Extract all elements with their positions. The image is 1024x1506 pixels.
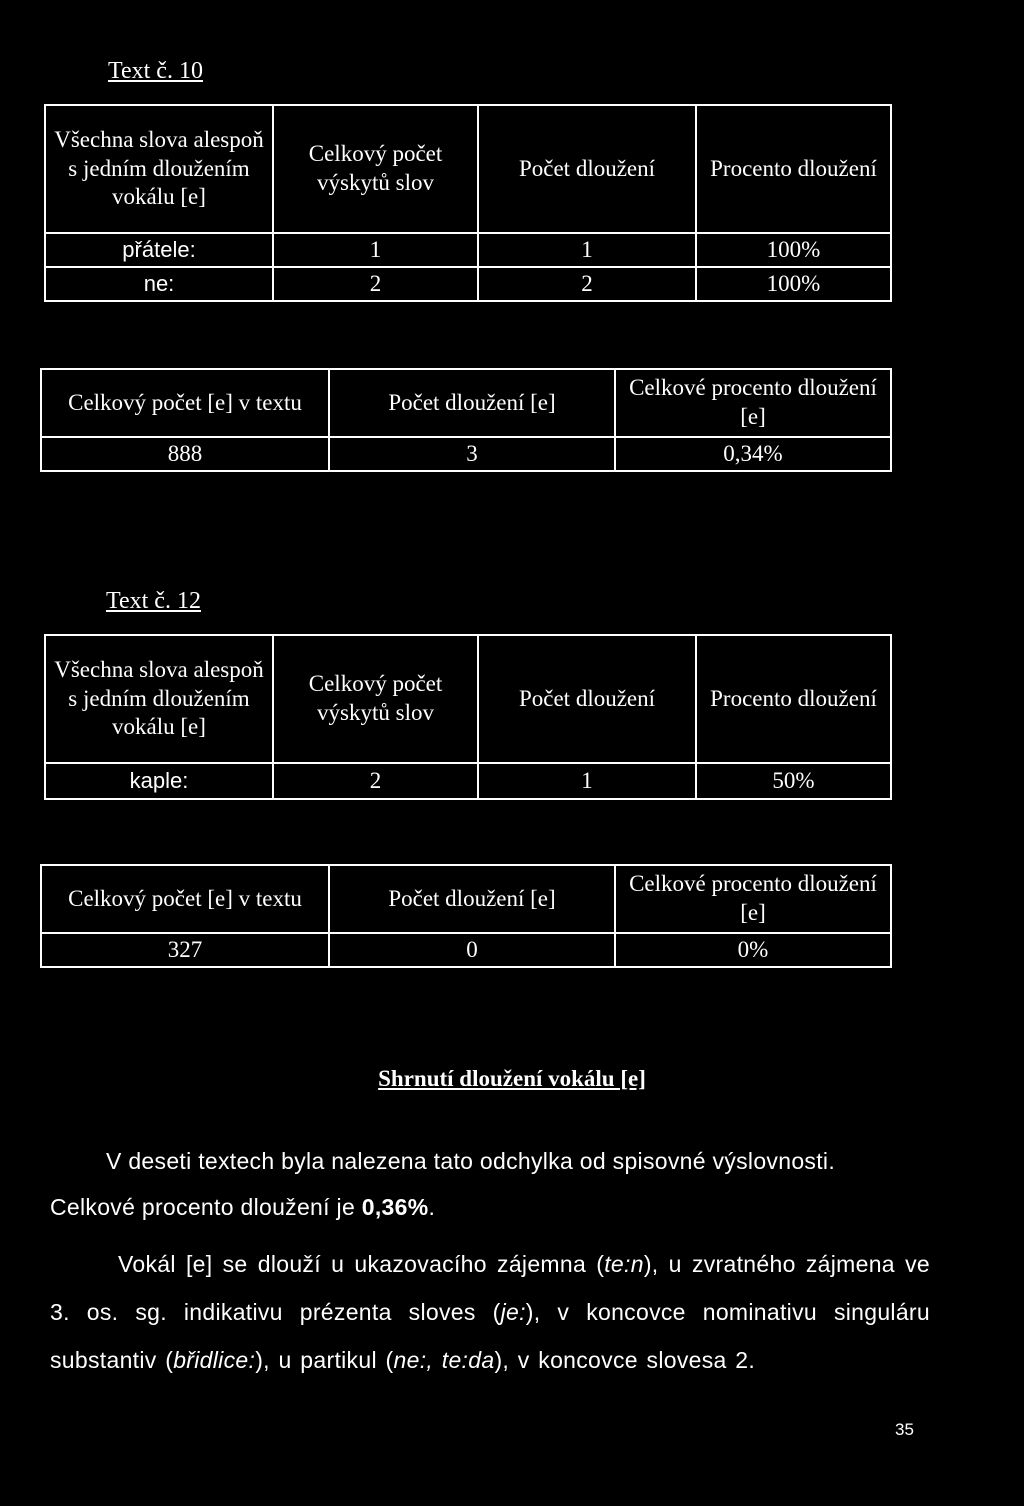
col-header-lengthened: Počet dloužení bbox=[478, 105, 696, 233]
word-cell: ne: bbox=[45, 267, 273, 301]
col-header-lengthened-e: Počet dloužení [e] bbox=[329, 369, 615, 437]
percent-cell: 100% bbox=[696, 267, 891, 301]
para-part: ), u zvratného zájmena ve 3. os. sg. indikativu prézenta sloves ( bbox=[50, 1251, 930, 1325]
summary-line-2-value: 0,36% bbox=[361, 1194, 429, 1220]
page-number: 35 bbox=[895, 1420, 914, 1439]
para-part-italic: břidlice: bbox=[173, 1347, 256, 1373]
lengthened-cell: 3 bbox=[329, 437, 615, 471]
para-part: ), v koncovce nominativu singuláru substantiv ( bbox=[50, 1299, 930, 1373]
col-header-percent: Procento dloužení bbox=[696, 635, 891, 763]
count-cell: 2 bbox=[273, 267, 478, 301]
total-table-text-12 bbox=[40, 864, 892, 968]
section-heading-text-10: Text č. 10 bbox=[108, 58, 203, 84]
col-header-total-e: Celkový počet [e] v textu bbox=[41, 865, 329, 933]
percent-cell: 0% bbox=[615, 933, 891, 967]
para-part: ), v koncovce slovesa 2. bbox=[494, 1347, 756, 1373]
percent-cell: 100% bbox=[696, 233, 891, 267]
total-cell: 327 bbox=[41, 933, 329, 967]
para-part-italic: te:n bbox=[604, 1251, 644, 1277]
para-part: Vokál [e] se dlouží u ukazovacího zájemna ( bbox=[118, 1251, 605, 1277]
count-cell: 2 bbox=[273, 763, 478, 799]
total-cell: 888 bbox=[41, 437, 329, 471]
col-header-total-e: Celkový počet [e] v textu bbox=[41, 369, 329, 437]
words-table-text-12 bbox=[44, 634, 892, 800]
col-header-total: Celkový počet výskytů slov bbox=[273, 105, 478, 233]
table-row bbox=[41, 933, 891, 967]
lengthened-cell: 0 bbox=[329, 933, 615, 967]
para-part-italic: ne:, te:da bbox=[393, 1347, 495, 1373]
col-header-words: Všechna slova alespoň s jedním dloužením vokálu [e] bbox=[45, 105, 273, 233]
para-part: ), u partikul ( bbox=[255, 1347, 394, 1373]
table-row bbox=[45, 233, 891, 267]
col-header-lengthened-e: Počet dloužení [e] bbox=[329, 865, 615, 933]
summary-line-2-suffix: . bbox=[428, 1194, 436, 1220]
summary-title: Shrnutí dloužení vokálu [e] bbox=[378, 1066, 646, 1091]
summary-line-2 bbox=[50, 1194, 930, 1221]
table-row bbox=[41, 437, 891, 471]
summary-paragraph bbox=[50, 1240, 930, 1384]
lengthened-cell: 2 bbox=[478, 267, 696, 301]
word-cell: kaple: bbox=[45, 763, 273, 799]
col-header-total-percent-e: Celkové procento dloužení [e] bbox=[615, 369, 891, 437]
word-cell: přátele: bbox=[45, 233, 273, 267]
lengthened-cell: 1 bbox=[478, 233, 696, 267]
percent-cell: 50% bbox=[696, 763, 891, 799]
summary-line-1 bbox=[106, 1148, 926, 1175]
col-header-total: Celkový počet výskytů slov bbox=[273, 635, 478, 763]
summary-line-2-prefix: Celkové procento dloužení je bbox=[50, 1194, 362, 1220]
lengthened-cell: 1 bbox=[478, 763, 696, 799]
table-row bbox=[45, 267, 891, 301]
percent-cell: 0,34% bbox=[615, 437, 891, 471]
total-table-text-10 bbox=[40, 368, 892, 472]
col-header-percent: Procento dloužení bbox=[696, 105, 891, 233]
col-header-words: Všechna slova alespoň s jedním dloužením vokálu [e] bbox=[45, 635, 273, 763]
summary-line-1-text: V deseti textech byla nalezena tato odchylka od spisovné výslovnosti. bbox=[106, 1148, 836, 1174]
col-header-lengthened: Počet dloužení bbox=[478, 635, 696, 763]
col-header-total-percent-e: Celkové procento dloužení [e] bbox=[615, 865, 891, 933]
table-row bbox=[45, 763, 891, 799]
words-table-text-10 bbox=[44, 104, 892, 302]
count-cell: 1 bbox=[273, 233, 478, 267]
para-part-italic: je: bbox=[500, 1299, 526, 1325]
section-heading-text-12: Text č. 12 bbox=[106, 588, 201, 614]
